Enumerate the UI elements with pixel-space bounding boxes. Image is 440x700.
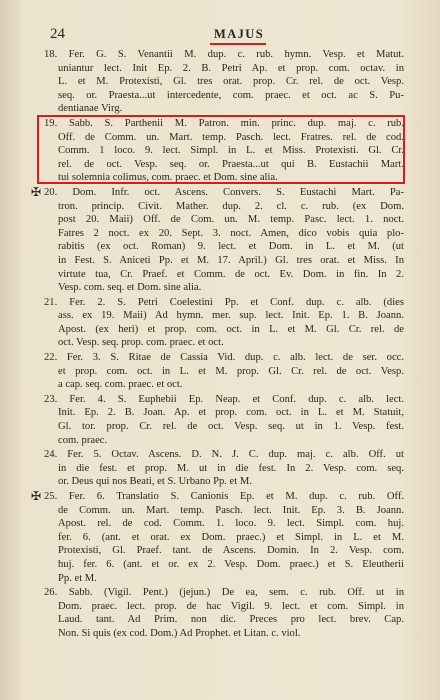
entry-line: rel. de oct. Vesp. seq. or. Praesta...ut qui B. Eustachii Mart. bbox=[58, 158, 404, 170]
highlight-box-entry-19 bbox=[37, 115, 405, 184]
entry-line: tui solemnia colimus, com. praec. et Dom. sine alia. bbox=[58, 172, 278, 184]
entry-line: 18. Fer. G. S. Venantii M. dup. c. rub. hymn. Vesp. et Matut. bbox=[44, 49, 404, 60]
entry-line: huj. fer. 6. (ant. et or. ex 2. Vesp. Dom. praec.) et S. Eleutherii bbox=[58, 558, 404, 570]
entry-line: oct. Vesp. seq. prop. com. praec. et oct. bbox=[58, 337, 224, 349]
entry-line: de Comm. un. Mart. temp. Pasch. lect. Init. Ep. 3. B. Joann. bbox=[58, 504, 404, 516]
calendar-entry-e22 bbox=[44, 351, 404, 392]
entry-line: 25. Fer. 6. Translatio S. Canionis Ep. et M. dup. c. rub. Off. bbox=[44, 491, 404, 502]
entry-line: Laud. tant. Ad Prim. non dic. Preces pro lect. brev. Cap. bbox=[58, 614, 404, 626]
entry-line: et prop. com. oct. in L. et M. prop. Gl. Cr. rel. de oct. Vesp. bbox=[58, 365, 404, 377]
entry-line: 19. Sabb. S. Parthenii M. Patron. min. princ. dup. maj. c. rub. bbox=[44, 117, 404, 129]
entry-line: dentianae Virg. bbox=[58, 103, 123, 115]
maltese-cross-icon: ✠ bbox=[30, 489, 42, 503]
entry-line: Dom. praec. lect. prop. de hac Vigil. 9. lect. et com. Simpl. in bbox=[58, 600, 404, 612]
entry-line: L. et M. Protexisti, Gl. tres orat. prop. Cr. rel. de oct. Vesp. bbox=[58, 76, 404, 88]
running-head-underline bbox=[210, 43, 266, 45]
entry-line: Gl. tor. prop. Cr. rel. de oct. Vesp. seq. ut in 1. Vesp. fest. bbox=[58, 421, 404, 433]
entry-line: Non. Si quis (ex cod. Dom.) Ad Prophet. et Litan. c. viol. bbox=[58, 627, 301, 639]
entry-line: 23. Fer. 4. S. Euphebii Ep. Neap. et Conf. dup. c. alb. lect. bbox=[44, 393, 404, 405]
entry-line: virtute tua, Cr. Praef. et Comm. de oct. Ev. Dom. in fin. In 2. bbox=[58, 268, 404, 280]
entry-line: Pp. et M. bbox=[58, 572, 97, 584]
entry-line: uniantur lect. Init Ep. 2. B. Petri Ap. et prop. com. octav. in bbox=[58, 62, 404, 74]
entry-line: 22. Fer. 3. S. Ritae de Cassia Vid. dup. c. alb. lect. de ser. occ. bbox=[44, 352, 404, 364]
entry-line: fer. 6. (ant. et orat. ex Dom. praec.) et Simpl. in L. et M. bbox=[58, 531, 404, 543]
entry-line: 26. Sabb. (Vigil. Pent.) (jejun.) De ea, sem. c. rub. Off. ut in bbox=[44, 587, 404, 599]
calendar-entry-e20 bbox=[30, 184, 404, 295]
calendar-entry-e21 bbox=[44, 296, 404, 350]
entry-line: Fatres 2 noct. ex 20. Sept. 3. noct. Amen, dico vobis quia plo- bbox=[58, 227, 404, 239]
entry-line: 24. Fer. 5. Octav. Ascens. D. N. J. C. dup. maj. c. alb. Off. ut bbox=[44, 449, 404, 461]
entry-line: Off. de Comm. un. Mart. temp. Pasch. lect. Fratres. rel. de cod. bbox=[58, 131, 404, 143]
entry-line: or. Deus qui nos Beati, et S. Urbano Pp. et M. bbox=[58, 476, 252, 488]
entry-line: a cap. seq. com. praec. et oct. bbox=[58, 379, 183, 391]
calendar-entry-e24 bbox=[44, 448, 404, 489]
entry-line: Comm. 1 loco. 9. lect. Simpl. in L. et Miss. Protexisti. Gl. Cr. bbox=[58, 145, 404, 157]
entry-line: 20. Dom. Infr. oct. Ascens. Convers. S. Eustachi Mart. Pa- bbox=[44, 186, 404, 198]
entry-line: post 20. Maii) Off. de Com. un. M. temp. Pasc. lect. 1. noct. bbox=[58, 214, 404, 226]
running-head: MAJUS bbox=[214, 27, 265, 41]
entry-line: Apost. (ex heri) et prop. com. oct. in L. et M. Gl. Cr. rel. de bbox=[58, 323, 404, 335]
entry-line: Vesp. com. seq. et Dom. sine alia. bbox=[58, 282, 202, 294]
maltese-cross-icon: ✠ bbox=[30, 184, 42, 199]
entry-line: com. praec. bbox=[58, 434, 108, 446]
entry-line: in die fest. et prop. M. ut in die fest. In 2. Vesp. com. seq. bbox=[58, 462, 404, 474]
entry-line: 21. Fer. 2. S. Petri Coelestini Pp. et Conf. dup. c. alb. (dies bbox=[44, 296, 404, 308]
entry-line: seq. or. Praesta...ut intercedente, com. praec. et oct. ac S. Pu- bbox=[58, 89, 404, 101]
entry-line: rabitis (ex oct. Roman) 9. lect. et Dom. in L. et M. (ut bbox=[58, 241, 404, 253]
calendar-entry-e25 bbox=[30, 489, 404, 585]
entry-line: Apost. rel. de cod. Comm. 1. loco. 9. lect. Simpl. com. huj. bbox=[58, 518, 404, 530]
calendar-entry-e23 bbox=[44, 393, 404, 447]
entry-line: tron. princip. Civit. Mather. dup. 2. cl. c. rub. (ex Dom. bbox=[58, 200, 404, 212]
entry-line: Protexisti, Gl. Praef. tant. de Ascens. Domin. In 2. Vesp. com. bbox=[58, 545, 404, 557]
page-header bbox=[0, 26, 440, 46]
entry-line: in Fest. S. Aniceti Pp. et M. 17. April.) Gl. tres orat. et Miss. In bbox=[58, 254, 404, 266]
calendar-entry-e26 bbox=[44, 586, 404, 640]
calendar-entry-e18 bbox=[44, 48, 404, 116]
page-number: 24 bbox=[50, 26, 65, 42]
entry-line: ass. ex 19. Maii) Ad hymn. mer. sup. lect. Init. Ep. 1. B. Joann. bbox=[58, 310, 404, 322]
entry-line: Init. Ep. 2. B. Joan. Ap. et prop. com. oct. in L. et M. Statuit, bbox=[58, 407, 404, 419]
